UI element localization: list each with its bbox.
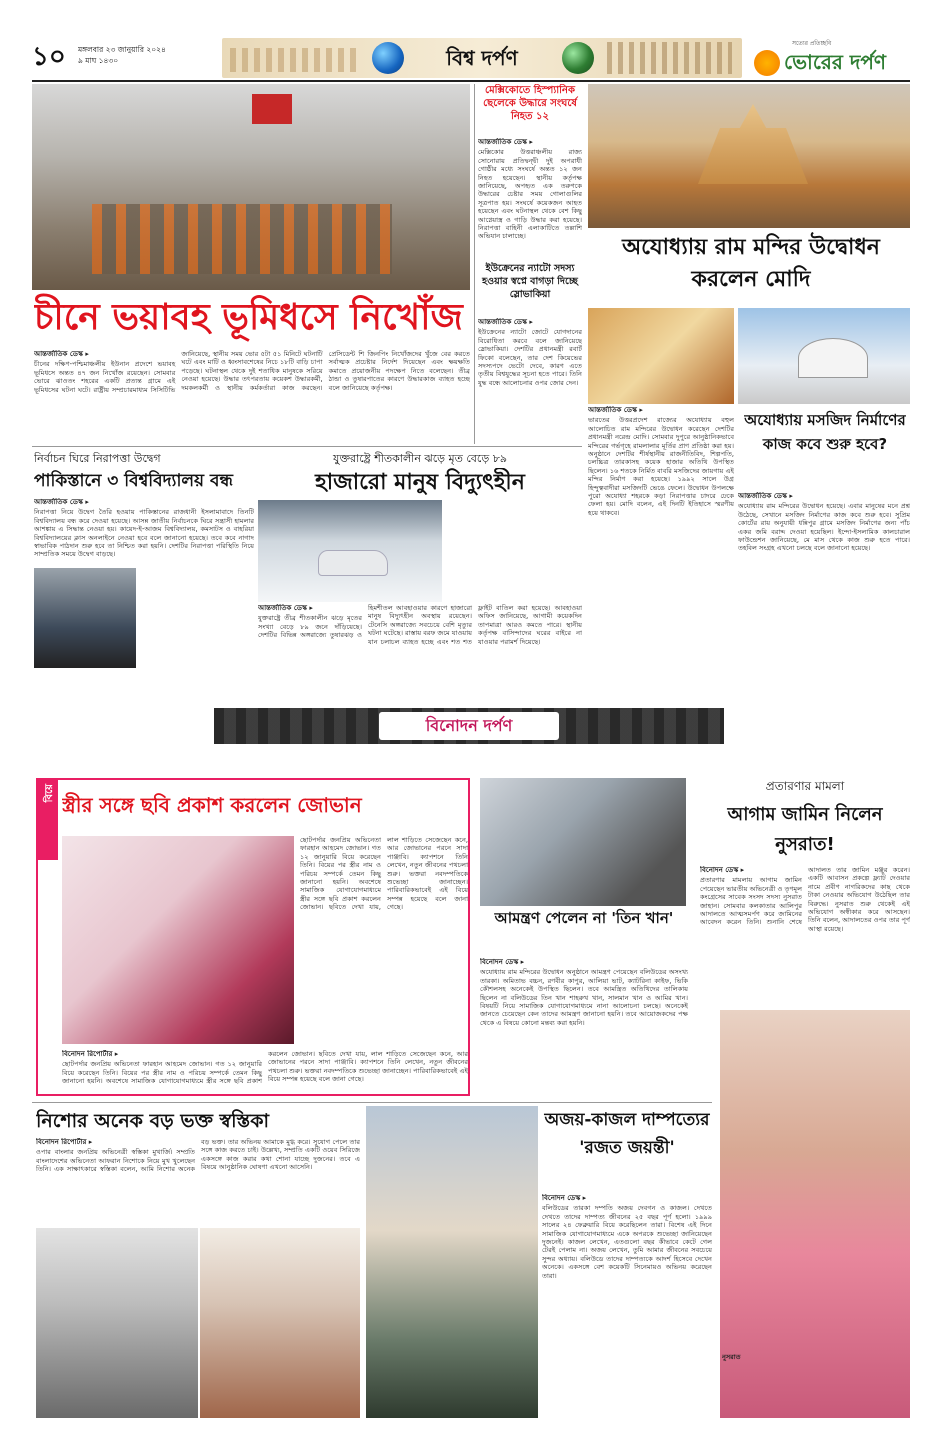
date-bangla: ৯ মাঘ ১৪৩০ bbox=[78, 56, 119, 65]
khans-headline: আমন্ত্রণ পেলেন না 'তিন খান' bbox=[494, 909, 674, 927]
us-kicker: যুক্তরাষ্ট্রে শীতকালীন ঝড়ে মৃত বেড়ে ৮৯ bbox=[333, 452, 507, 465]
us-body: যুক্তরাষ্ট্রে তীব্র শীতকালীন ঝড়ে মৃতের সংখ্যা বেড়ে ৮৯ জনে দাঁড়িয়েছে। দেশটির বিভিন্ন অঙ্গরাজ্যে তুষারঝড় ও হিমশীতল আবহাওয়ার কারণে হাজারো মানুষ বিদ্যুৎহীন অবস্থায় রয়েছেন। টেনেসি অঙ্গরাজ্যে সবচেয়ে বেশি মৃত্যুর ঘটনা ঘটেছে। রাস্তায় বরফ জমে যাওয়ায় যান চলাচল ব্যাহত হচ্ছে এবং শত শত ফ্লাইট বাতিল করা হয়েছে। আবহাওয়া অফিস জানিয়েছে, আগামী কয়েকদিন তাপমাত্রা আরও কমতে পারে। স্থানীয় কর্তৃপক্ষ বাসিন্দাদের ঘরের বাইরে না যাওয়ার পরামর্শ দিয়েছে। bbox=[258, 604, 582, 646]
landmarks-decoration bbox=[230, 48, 360, 72]
swastika-body: ওপার বাংলার জনপ্রিয় অভিনেত্রী স্বস্তিকা মুখার্জি। সম্প্রতি বাংলাদেশের অভিনেতা আফরান নিশোকে নিয়ে মুখ খুলেছেন তিনি। এক সাক্ষাৎকারে স্বস্তিকা বলেন, আমি নিশোর অনেক বড় ভক্ত। তার অভিনয় আমাকে মুগ্ধ করে। সুযোগ পেলে তার সঙ্গে কাজ করতে চাই। উল্লেখ্য, সম্প্রতি একটি ওয়েব সিরিজে একসঙ্গে কাজ করার কথা শোনা যাচ্ছে দুজনের। তবে এ বিষয়ে আনুষ্ঠানিক ঘোষণা এখনো আসেনি। bbox=[36, 1138, 360, 1174]
ajay-body: বলিউডের তারকা দম্পতি অজয় দেবগন ও কাজল। দেখতে দেখতে তাদের দাম্পত্য জীবনের ২৫ বছর পূর্ণ হলো। ১৯৯৯ সালের ২৪ ফেব্রুয়ারি বিয়ে করেছিলেন তারা। বিশেষ এই দিনে সামাজিক যোগাযোগমাধ্যমে একে অপরকে শুভেচ্ছা জানিয়েছেন দুজনেই। কাজল লেখেন, এতগুলো বছর কীভাবে কেটে গেল টেরই পেলাম না। অজয় লেখেন, তুমি আমার জীবনের সবচেয়ে সুন্দর অধ্যায়। বলিউডে তাদের দাম্পত্যকে আদর্শ হিসেবে দেখেন অনেকে। একসঙ্গে বেশ কয়েকটি সিনেমায়ও অভিনয় করেছেন তারা। bbox=[542, 1204, 712, 1280]
statue-decoration bbox=[607, 42, 732, 74]
nisho-photo bbox=[36, 1228, 198, 1418]
paper-brand bbox=[752, 38, 910, 78]
khans-article bbox=[480, 958, 688, 1096]
three-khans-photo bbox=[480, 778, 686, 906]
nusrat-body: প্রতারণার মামলায় আগাম জামিন পেয়েছেন ভারতীয় অভিনেত্রী ও তৃণমূল কংগ্রেসের সাবেক সংসদ সদস্য নুসরাত জাহান। সোমবার কলকাতার আলিপুর আদালতে আত্মসমর্পণ করে জামিনের আবেদন করেন তিনি। শুনানি শেষে আদালত তার জামিন মঞ্জুর করেন। একটি আবাসন প্রকল্পে ফ্ল্যাট দেওয়ার নামে প্রবীণ নাগরিকদের কাছ থেকে টাকা নেওয়ার অভিযোগ উঠেছিল তার বিরুদ্ধে। নুসরাত শুরু থেকেই এই অভিযোগ অস্বীকার করে আসছেন। তিনি বলেন, আদালতের ওপর তার পূর্ণ আস্থা রয়েছে। bbox=[700, 866, 910, 933]
pakistan-body: নিরাপত্তা নিয়ে উদ্বেগ তৈরি হওয়ায় পাকিস্তানের রাজধানী ইসলামাবাদে তিনটি বিশ্ববিদ্যালয় বন্ধ করে দেওয়া হয়েছে। আসন্ন জাতীয় নির্বাচনকে ঘিরে সন্ত্রাসী হামলার আশঙ্কায় এ সিদ্ধান্ত নেওয়া হয়। কায়েদ-ই-আজম বিশ্ববিদ্যালয়, কমসাটস ও বাহরিয়া বিশ্ববিদ্যালয়ের ক্লাস অনলাইনে নেওয়া হবে বলে জানানো হয়েছে। তবে কবে নাগাদ স্বাভাবিক পাঠদান শুরু হবে তা নিশ্চিত করা হয়নি। দেশটির নিরাপত্তা পরিস্থিতি নিয়ে সাম্প্রতিক সময়ে উদ্বেগ বাড়ছে। bbox=[34, 508, 254, 559]
jovan-article-right bbox=[300, 836, 468, 1046]
ayodhya-body: ভারতের উত্তরপ্রদেশ রাজ্যের অযোধ্যায় বহুল আলোচিত রাম মন্দিরের উদ্বোধন করেছেন দেশটির প্রধানমন্ত্রী নরেন্দ্র মোদি। সোমবার দুপুরে আনুষ্ঠানিকভাবে মন্দিরের গর্ভগৃহে রামলালার মূর্তির প্রাণ প্রতিষ্ঠা করা হয়। অনুষ্ঠানে দেশটির শীর্ষস্থানীয় রাজনীতিবিদ, শিল্পপতি, চলচ্চিত্র তারকাসহ কয়েক হাজার অতিথি উপস্থিত ছিলেন। ১৬ শতকে নির্মিত বাবরি মসজিদের জায়গায় এই মন্দির নির্মাণ করা হয়েছে। ১৯৯২ সালে উগ্র হিন্দুত্ববাদীরা মসজিদটি ভেঙে ফেলে। উদ্বোধন উপলক্ষে পুরো অযোধ্যা শহরকে কড়া নিরাপত্তার চাদরে ঢেকে ফেলা হয়। মোদি বলেন, এই দিনটি ইতিহাসে স্মরণীয় হয়ে থাকবে। bbox=[588, 416, 734, 517]
china-headline: চীনে ভয়াবহ ভূমিধসে নিখোঁজ bbox=[34, 297, 463, 338]
paper-tagline: সত্যের প্রতিচ্ছবি bbox=[792, 40, 832, 47]
ajay-kajol-photo bbox=[366, 1106, 538, 1418]
pakistan-byline: আন্তর্জাতিক ডেস্ক ▸ bbox=[34, 498, 89, 506]
section-banner bbox=[222, 38, 742, 78]
snow-car-photo bbox=[258, 500, 442, 602]
brand-sun-icon bbox=[754, 50, 780, 76]
swastika-photo bbox=[200, 1228, 360, 1418]
ajay-article bbox=[542, 1194, 712, 1418]
us-article bbox=[258, 604, 582, 700]
china-body: চীনের দক্ষিণ-পশ্চিমাঞ্চলীয় ইউনান প্রদেশে ভয়াবহ ভূমিধসে অন্তত ৪৭ জন নিখোঁজ রয়েছেন। সোমবার ভোরে ঝাওতং শহরের একটি প্রত্যন্ত গ্রামে এই ভূমিধসের ঘটনা ঘটে। রাষ্ট্রীয় সম্প্রচারমাধ্যম সিসিটিভি জানিয়েছে, স্থানীয় সময় ভোর ৫টা ৫১ মিনিটে ঘটনাটি ঘটে এবং মাটি ও ধ্বংসাবশেষের নিচে ১৮টি বাড়ি চাপা পড়েছে। ঘটনাস্থল থেকে দুই শতাধিক মানুষকে সরিয়ে নেওয়া হয়েছে। উদ্ধার তৎপরতায় কয়েকশ উদ্ধারকর্মী, দমকলকর্মী ও স্থানীয় কর্মকর্তারা কাজ করছেন। প্রেসিডেন্ট শি জিনপিং নিখোঁজদের খুঁজে বের করতে সর্বাত্মক প্রচেষ্টার নির্দেশ দিয়েছেন এবং ক্ষয়ক্ষতি কমাতে প্রয়োজনীয় পদক্ষেপ নিতে বলেছেন। তীব্র ঠান্ডা ও তুষারপাতের কারণে উদ্ধারকাজ ব্যাহত হচ্ছে বলে জানিয়েছে কর্তৃপক্ষ। bbox=[34, 350, 470, 394]
mosque-body: অযোধ্যায় রাম মন্দিরের উদ্বোধন হয়েছে। এবার মানুষের মনে প্রশ্ন উঠেছে, সেখানে মসজিদ নির্মাণের কাজ কবে শুরু হবে। সুপ্রিম কোর্টের রায় অনুযায়ী ধন্নিপুর গ্রামে মসজিদ নির্মাণের জন্য পাঁচ একর জমি বরাদ্দ দেওয়া হয়েছিল। ইন্দো-ইসলামিক কালচারাল ফাউন্ডেশন জানিয়েছে, মে মাস থেকে কাজ শুরু হতে পারে। তহবিল সংগ্রহ এখনো চলছে বলে জানানো হয়েছে। bbox=[738, 502, 910, 553]
mexico-byline: আন্তর্জাতিক ডেস্ক ▸ bbox=[478, 138, 533, 146]
wedding-tag bbox=[38, 780, 58, 860]
china-byline: আন্তর্জাতিক ডেস্ক ▸ bbox=[34, 350, 89, 358]
column-rule bbox=[474, 84, 475, 444]
section-rule bbox=[32, 446, 582, 447]
mexico-body: মেক্সিকোর উত্তরাঞ্চলীয় রাজ্য সোনোরায় প্রতিদ্বন্দ্বী দুই অপরাধী গোষ্ঠীর মধ্যে সংঘর্ষে অন্তত ১২ জন নিহত হয়েছেন। স্থানীয় কর্তৃপক্ষ জানিয়েছে, অপহৃত এক তরুণকে উদ্ধারের চেষ্টার সময় গোলাগুলির সূত্রপাত হয়। সংঘর্ষে কয়েকজন আহত হয়েছেন এবং ঘটনাস্থল থেকে বেশ কিছু আগ্নেয়াস্ত্র ও গাড়ি উদ্ধার করা হয়েছে। নিরাপত্তা বাহিনী এলাকাটিতে তল্লাশি অভিযান চালাচ্ছে। bbox=[478, 148, 582, 241]
ukraine-body: ইউক্রেনের ন্যাটো জোটে যোগদানের বিরোধিতা করবে বলে জানিয়েছে স্লোভাকিয়া। দেশটির প্রধানমন্ত্রী রবার্ট ফিকো বলেছেন, তার দেশ কিয়েভের সদস্যপদে ভেটো দেবে, কারণ এতে তৃতীয় বিশ্বযুদ্ধের সূচনা হতে পারে। তিনি যুদ্ধ বন্ধে আলোচনার ওপর জোর দেন। bbox=[478, 328, 582, 387]
china-article bbox=[34, 350, 470, 442]
jovan-body: ছোটপর্দার জনপ্রিয় অভিনেতা ফারহান আহমেদ জোভান। গত ১২ জানুয়ারি বিয়ে করেছেন তিনি। বিয়ের পর স্ত্রীর নাম ও পরিচয় সম্পর্কে তেমন কিছু জানানো হয়নি। অবশেষে সামাজিক যোগাযোগমাধ্যমে স্ত্রীর সঙ্গে ছবি প্রকাশ করলেন জোভান। ছবিতে দেখা যায়, লাল শাড়িতে সেজেছেন কনে, আর জোভানের পরনে সাদা পাঞ্জাবি। ক্যাপশনে তিনি লেখেন, নতুন জীবনের পথচলা শুরু। ভক্তরা নবদম্পতিকে শুভেচ্ছা জানাচ্ছেন। পারিবারিকভাবেই এই বিয়ে সম্পন্ন হয়েছে বলে জানা গেছে। bbox=[62, 1050, 468, 1086]
china-landslide-photo bbox=[32, 84, 470, 290]
mosque-headline: অযোধ্যায় মসজিদ নির্মাণের কাজ কবে শুরু হবে? bbox=[744, 411, 906, 453]
ayodhya-headline: অযোধ্যায় রাম মন্দির উদ্বোধন করলেন মোদি bbox=[622, 235, 880, 292]
mosque-article bbox=[738, 492, 910, 582]
mexico-article bbox=[478, 138, 582, 260]
ajay-headline: অজয়-কাজল দাম্পত্যের 'রজত জয়ন্তী' bbox=[544, 1110, 710, 1158]
page-number: ১০ bbox=[32, 42, 66, 72]
globe-icon bbox=[372, 42, 404, 74]
nusrat-byline: বিনোদন ডেস্ক ▸ bbox=[700, 866, 745, 874]
nusrat-article bbox=[700, 866, 910, 1028]
section-rule-2 bbox=[32, 1102, 712, 1103]
masthead-rule bbox=[32, 80, 910, 82]
ukraine-article bbox=[478, 318, 582, 442]
ukraine-byline: আন্তর্জাতিক ডেস্ক ▸ bbox=[478, 318, 533, 326]
wedding-tag-label: বিয়ে bbox=[44, 784, 55, 803]
mosque-byline: আন্তর্জাতিক ডেস্ক ▸ bbox=[738, 492, 793, 500]
us-headline: হাজারো মানুষ বিদ্যুৎহীন bbox=[315, 470, 525, 495]
date-line bbox=[78, 44, 218, 74]
nusrat-headline: আগাম জামিন নিলেন নুসরাত! bbox=[727, 804, 883, 855]
swastika-article bbox=[36, 1138, 360, 1222]
date-english: মঙ্গলবার ২৩ জানুয়ারি ২০২৪ bbox=[78, 45, 166, 54]
modi-puja-photo bbox=[588, 308, 734, 404]
jovan-article bbox=[62, 1050, 468, 1094]
entertainment-band-title: বিনোদন দর্পণ bbox=[425, 716, 513, 735]
ajay-byline: বিনোদন ডেস্ক ▸ bbox=[542, 1194, 587, 1202]
pakistan-headline: পাকিস্তানে ৩ বিশ্ববিদ্যালয় বন্ধ bbox=[34, 471, 233, 491]
ram-temple-photo bbox=[588, 84, 910, 228]
pakistan-article bbox=[34, 498, 254, 670]
nusrat-caption: নুসরাত bbox=[722, 1353, 741, 1361]
jovan-wedding-photo bbox=[62, 836, 294, 1044]
entertainment-title-box bbox=[379, 712, 559, 740]
jovan-story-box bbox=[36, 778, 470, 1096]
masthead bbox=[32, 36, 910, 80]
us-byline: আন্তর্জাতিক ডেস্ক ▸ bbox=[258, 604, 313, 612]
khans-body: অযোধ্যায় রাম মন্দিরের উদ্বোধন অনুষ্ঠানে আমন্ত্রণ পেয়েছেন বলিউডের অসংখ্য তারকা। অমিতাভ বচ্চন, রণবীর কাপুর, আলিয়া ভাট, ক্যাটরিনা কাইফ, ভিকি কৌশলসহ অনেকেই উপস্থিত ছিলেন। তবে আমন্ত্রিত অতিথিদের তালিকায় ছিলেন না বলিউডের তিন খান শাহরুখ খান, সালমান খান ও আমির খান। বিষয়টি নিয়ে সামাজিক যোগাযোগমাধ্যমে নানা আলোচনা চলছে। অনেকেই জানতে চেয়েছেন কেন তাদের আমন্ত্রণ জানানো হয়নি। তবে আয়োজকদের পক্ষ থেকে এ বিষয়ে কোনো মন্তব্য করা হয়নি। bbox=[480, 968, 688, 1027]
mexico-headline: মেক্সিকোতে হিস্প্যানিক ছেলেকে উদ্ধারে সংঘর্ষে নিহত ১২ bbox=[483, 85, 577, 122]
pakistan-kicker: নির্বাচন ঘিরে নিরাপত্তা উদ্বেগ bbox=[34, 452, 161, 465]
paper-name: ভোরের দর্পণ bbox=[784, 50, 886, 74]
swastika-headline: নিশোর অনেক বড় ভক্ত স্বস্তিকা bbox=[36, 1110, 270, 1132]
jovan-byline: বিনোদন রিপোর্টার ▸ bbox=[62, 1050, 119, 1058]
ayodhya-article bbox=[588, 406, 734, 582]
jovan-headline: স্ত্রীর সঙ্গে ছবি প্রকাশ করলেন জোভান bbox=[62, 793, 362, 817]
mosque-design-photo bbox=[738, 308, 910, 404]
ukraine-headline: ইউক্রেনের ন্যাটো সদস্য হওয়ার স্বপ্নে বাগড়া দিচ্ছে স্লোভাকিয়া bbox=[482, 263, 578, 300]
ayodhya-byline: আন্তর্জাতিক ডেস্ক ▸ bbox=[588, 406, 643, 414]
jovan-body-cont: ছোটপর্দার জনপ্রিয় অভিনেতা ফারহান আহমেদ জোভান। গত ১২ জানুয়ারি বিয়ে করেছেন তিনি। বিয়ের পর স্ত্রীর নাম ও পরিচয় সম্পর্কে তেমন কিছু জানানো হয়নি। অবশেষে সামাজিক যোগাযোগমাধ্যমে স্ত্রীর সঙ্গে ছবি প্রকাশ করলেন জোভান। ছবিতে দেখা যায়, লাল শাড়িতে সেজেছেন কনে, আর জোভানের পরনে সাদা পাঞ্জাবি। ক্যাপশনে তিনি লেখেন, নতুন জীবনের পথচলা শুরু। ভক্তরা নবদম্পতিকে শুভেচ্ছা জানাচ্ছেন। পারিবারিকভাবেই এই বিয়ে সম্পন্ন হয়েছে বলে জানা গেছে। bbox=[300, 836, 468, 912]
khans-byline: বিনোদন ডেস্ক ▸ bbox=[480, 958, 525, 966]
entertainment-band bbox=[214, 708, 724, 744]
swastika-byline: বিনোদন রিপোর্টার ▸ bbox=[36, 1138, 93, 1146]
section-title: বিশ্ব দর্পণ bbox=[446, 46, 518, 70]
globe-icon-right bbox=[562, 42, 594, 74]
nusrat-kicker: প্রতারণার মামলা bbox=[765, 779, 845, 793]
